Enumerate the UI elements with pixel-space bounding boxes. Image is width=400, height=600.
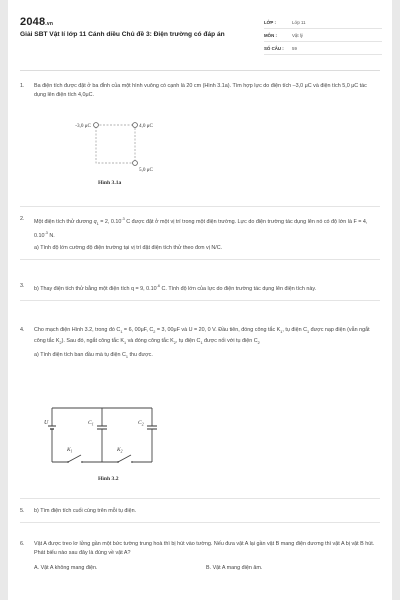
logo-suffix: .vn <box>45 21 54 27</box>
divider-4 <box>20 492 380 499</box>
switch-k2-label: $K_2$ <box>117 447 123 454</box>
question-subpart-a: a) Tính độ lớn cường độ điện trường tại vị trí đặt điện tích thử theo đơn vị N/C. <box>34 244 223 251</box>
question-number: 6. <box>20 541 25 547</box>
meta-subject-label: MÔN : <box>264 32 277 38</box>
option-a[interactable]: A. Vật A không mang điện. <box>34 565 98 571</box>
question-text: Một điện tích thử dương $q_1 = 2$, $0.10^{-3}$ C được đặt ở một vị trí trong một điện trường. Lực do điện trường tác dụng lên nó có độ lớn là F = 4, $0.10^{-3}$ N. <box>34 217 368 239</box>
question-number: 3. <box>20 283 25 289</box>
question-2 <box>20 215 380 260</box>
charge-1-label: -3,0 μC <box>75 123 91 129</box>
source-label: U <box>44 420 49 426</box>
question-number: 2. <box>20 216 25 222</box>
meta-subject <box>264 29 382 42</box>
question-4 <box>20 326 380 365</box>
question-text: Ba điện tích được đặt ở ba đỉnh của một hình vuông có cạnh là 20 cm (Hình 3.1a). Tìm hợp lực do điện tích –3,0 μC và điện tích 5,0 μC tác dụng lên điện tích 4,0μC. <box>34 83 367 98</box>
capacitor-c1-label: $C_1$ <box>88 420 94 427</box>
question-number: 4. <box>20 327 25 333</box>
site-logo[interactable] <box>20 16 53 28</box>
document-header <box>20 16 380 60</box>
question-3 <box>20 282 380 301</box>
meta-subject-value: Vật lý <box>292 32 303 38</box>
logo-text: 2048 <box>20 16 46 28</box>
figure-caption: Hình 3.2 <box>98 476 119 482</box>
question-text: b) Tìm điện tích cuối cùng trên mỗi tụ điện. <box>34 508 137 514</box>
charge-3-label: 5,0 μC <box>139 167 154 173</box>
switch-k1-label: $K_1$ <box>67 447 73 454</box>
capacitor-c2-label: $C_2$ <box>138 420 144 427</box>
figure-3-2-circuit <box>42 400 172 486</box>
charge-3-marker <box>133 161 138 166</box>
question-1 <box>20 82 380 103</box>
charge-2-label: 4,0 μC <box>139 123 154 129</box>
document-meta <box>264 16 382 55</box>
meta-class <box>264 16 382 29</box>
charge-1-marker <box>94 123 99 128</box>
document-page <box>8 0 392 600</box>
question-subpart-a: a) Tính điện tích ban đầu mà tụ điện $C_1$ thu được. <box>34 352 153 360</box>
divider-1 <box>20 200 380 207</box>
question-6 <box>20 540 380 573</box>
meta-class-value: Lớp 11 <box>292 19 306 25</box>
question-5 <box>20 507 380 523</box>
option-b[interactable]: B. Vật A mang điện âm. <box>206 565 263 571</box>
question-number: 5. <box>20 508 25 514</box>
question-text: Vật A được treo lơ lửng gần một bức tường trung hoà thì bị hút vào tường. Nếu đưa vật A lại gần vật B mang điện dương thì vật A bị vật B hút. Phát biểu nào sau đây là đúng về vật A? <box>34 541 375 556</box>
question-text: b) Thay điện tích thử bằng một điện tích q = 9, $0.10^{-6}$ C. Tính độ lớn của lực do điện trường tác dụng lên điện tích này. <box>34 284 317 292</box>
header-divider <box>20 70 380 71</box>
document-title: Giải SBT Vật lí lớp 11 Cánh diều Chủ đề 3: Điện trường có đáp án <box>20 31 225 38</box>
meta-count-value: 59 <box>292 45 297 51</box>
question-number: 1. <box>20 83 25 89</box>
answer-options <box>34 564 380 573</box>
meta-count-label: SỐ CÂU : <box>264 45 284 51</box>
figure-caption: Hình 3.1a <box>98 180 122 186</box>
question-text: Cho mạch điện Hình 3.2, trong đó $C_1 = 6$, 00μF, $C_2 = 3$, 00μF và U = 20, 0 V. Đầu tiên, đóng công tắc $K_1$, tụ điện $C_1$ được nạp điện (vẫn ngắt công tắc $K_2$). Sau đó, ngắt công tắc $K_1$ và đóng công tắc $K_2$, tụ điện $C_1$ được nối với tụ điện $C_2$ <box>34 327 370 346</box>
meta-class-label: LỚP : <box>264 19 276 25</box>
square-outline <box>96 125 135 163</box>
meta-count <box>264 42 382 55</box>
charge-2-marker <box>133 123 138 128</box>
figure-3-1a <box>58 118 178 192</box>
